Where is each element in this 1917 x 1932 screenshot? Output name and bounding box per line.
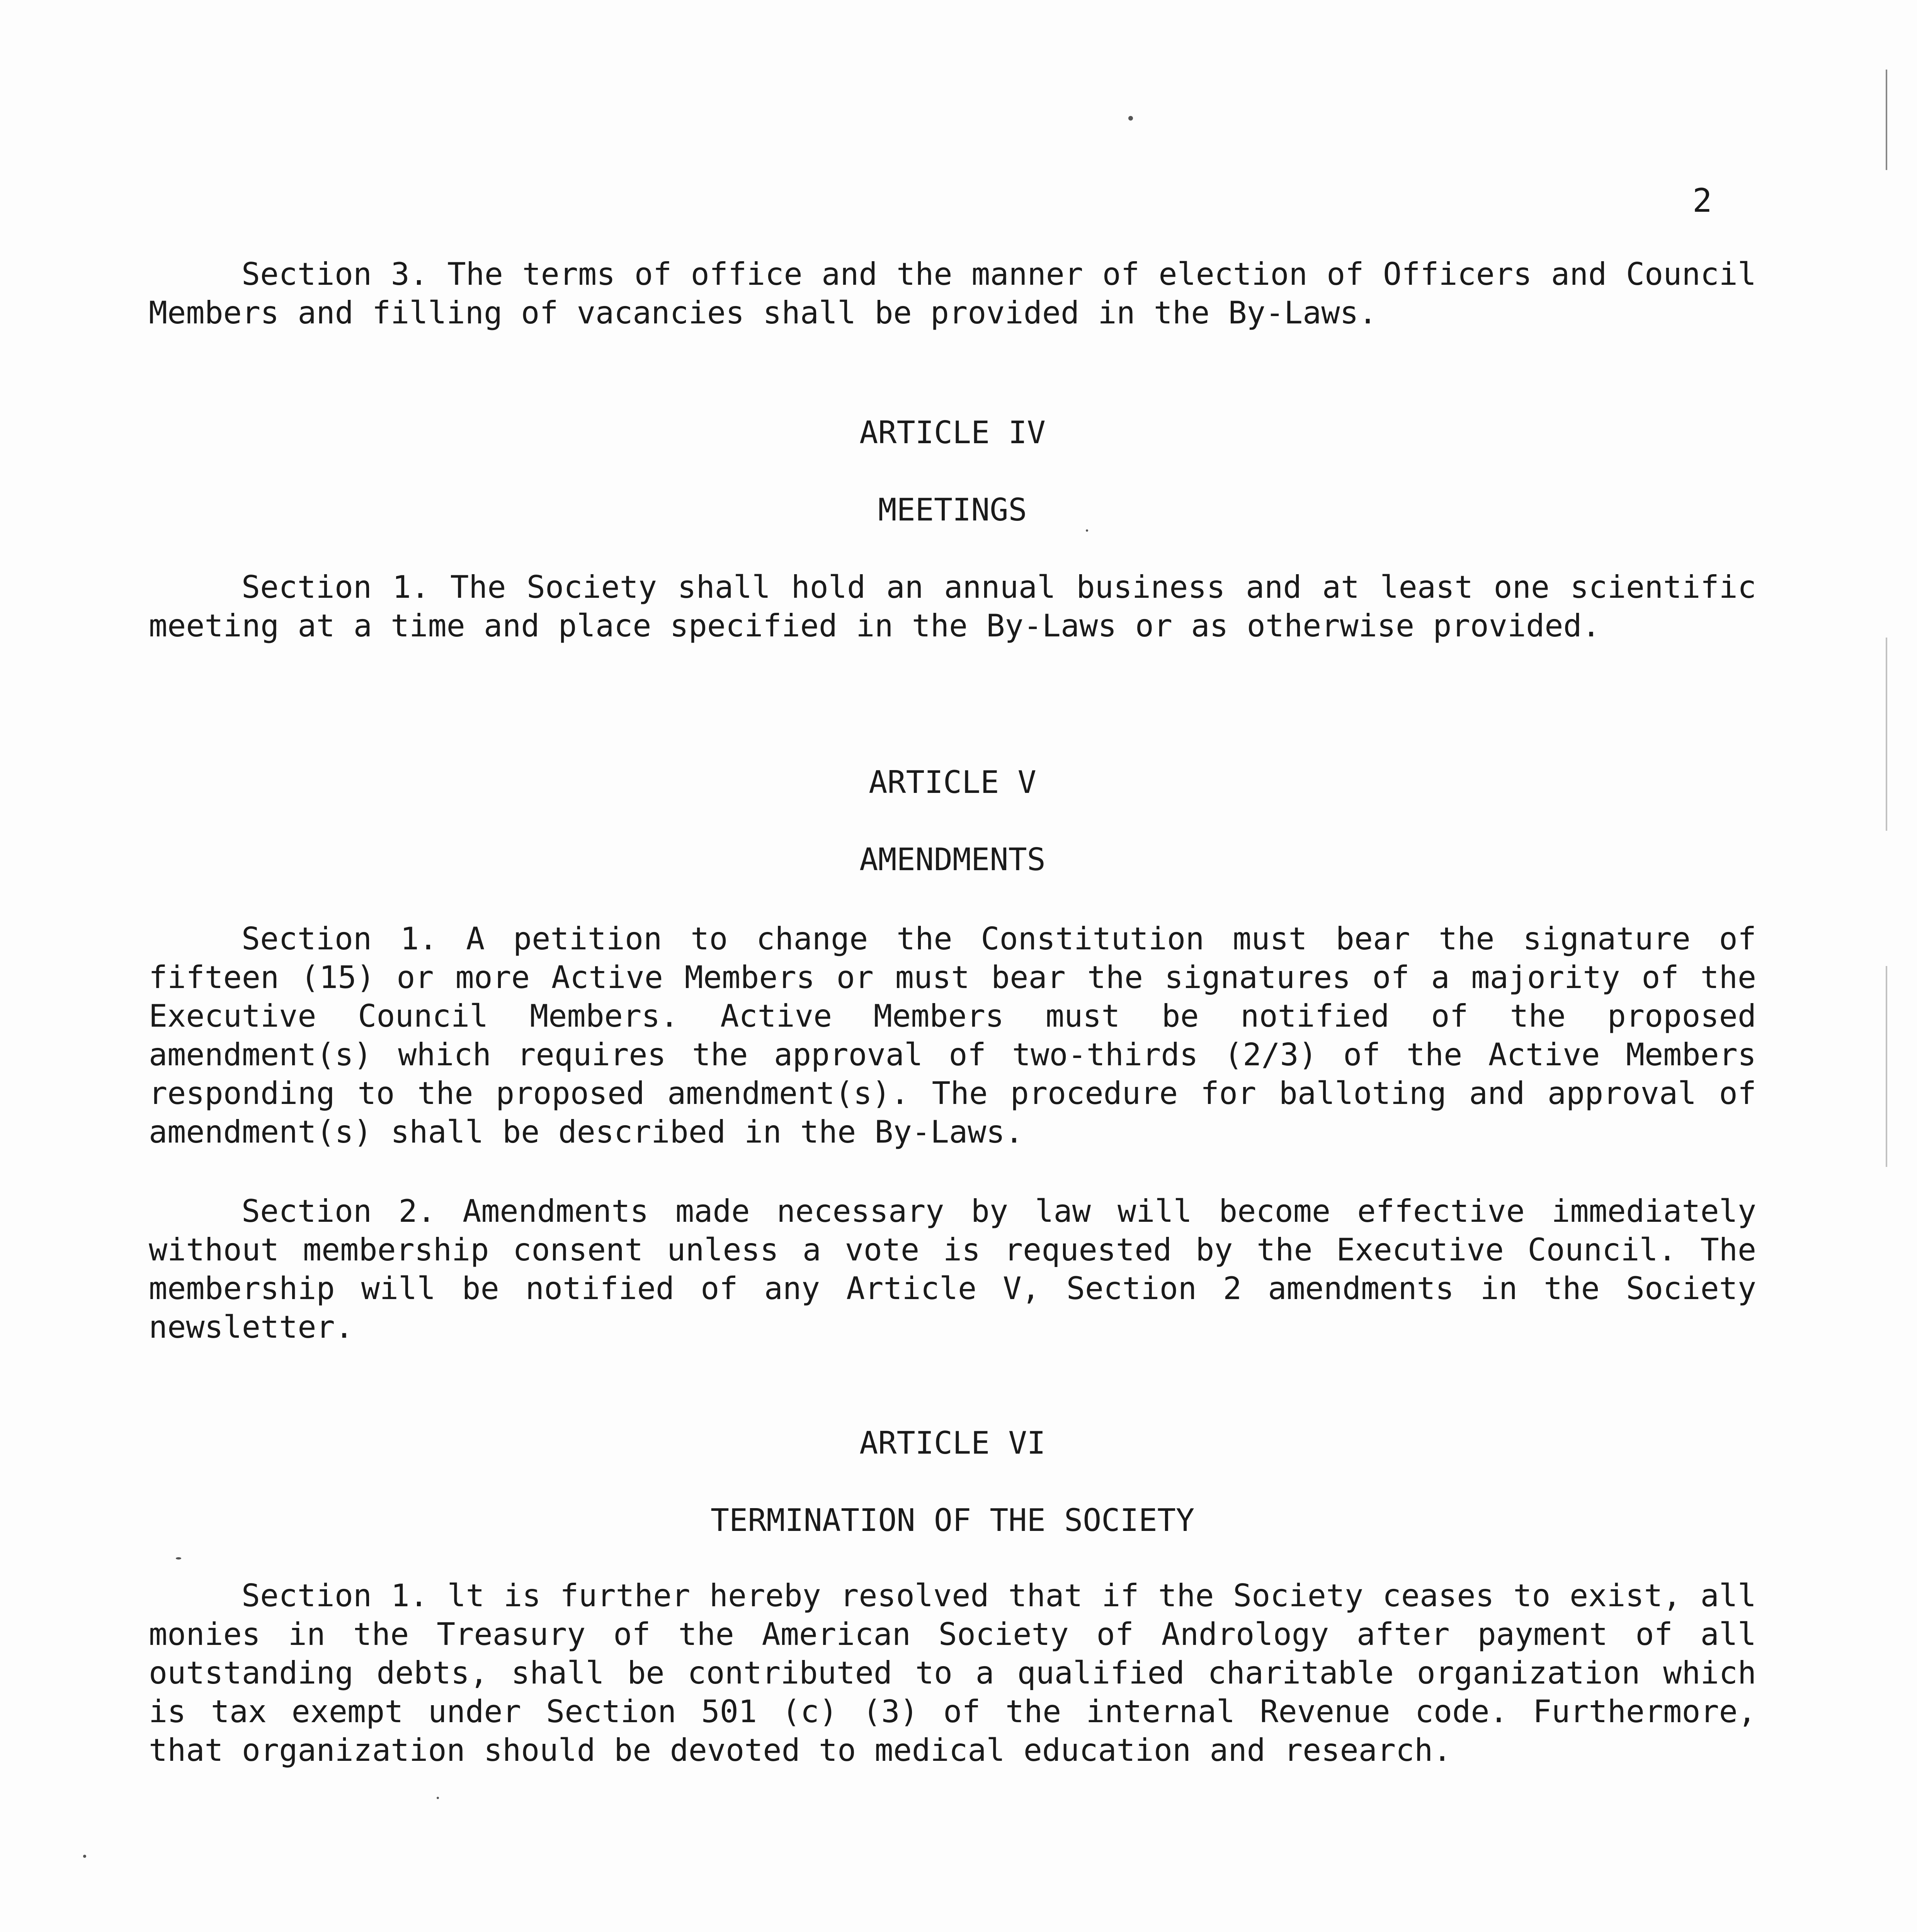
article-4-heading: ARTICLE IV [859, 415, 1046, 451]
article-5-section-2-text: Section 2. Amendments made necessary by law will become effective immediately without membership consent unless a vote is requested by the Executive Council. The membership will be notified of any Article V, Section 2 amendments in the Society newsletter. [149, 1193, 1756, 1345]
article-5-heading: ARTICLE V [869, 764, 1036, 800]
scan-speck [437, 1797, 439, 1799]
article-6-section-1 [149, 1577, 1756, 1770]
article-4-subheading: MEETINGS [878, 492, 1027, 528]
article-4-section-1-text: Section 1. The Society shall hold an annual business and at least one scientific meeting at a time and place specified in the By-Laws or as otherwise provided. [149, 569, 1756, 644]
scan-speck [83, 1855, 86, 1858]
scan-edge-line [1886, 70, 1887, 170]
scan-speck [1128, 116, 1133, 121]
scan-edge-line [1886, 638, 1887, 831]
article-4-section-1 [149, 568, 1756, 645]
article-3-section-3 [149, 255, 1756, 332]
scan-speck [176, 1557, 181, 1560]
article-6-heading: ARTICLE VI [859, 1425, 1046, 1461]
scan-speck [1086, 529, 1088, 532]
article-3-section-3-text: Section 3. The terms of office and the manner of election of Officers and Council Members and filling of vacancies shall be provided in the By-Laws. [149, 256, 1756, 331]
article-5-section-2 [149, 1192, 1756, 1347]
page-number: 2 [1692, 182, 1712, 219]
article-5-subheading: AMENDMENTS [859, 842, 1046, 878]
article-5-section-1 [149, 920, 1756, 1151]
article-5-section-1-text: Section 1. A petition to change the Constitution must bear the signature of fifteen (15) or more Active Members or must bear the signatures of a majority of the Executive Council Members. Active Members must be notified of the proposed amendment(s) which requires the approval of two-thirds (2/3) of the Active Members responding to the proposed amendment(s). The procedure for balloting and approval of amendment(s) shall be described in the By-Laws. [149, 921, 1756, 1150]
article-6-subheading: TERMINATION OF THE SOCIETY [710, 1502, 1195, 1538]
scan-edge-line [1886, 966, 1887, 1167]
article-6-section-1-text: Section 1. lt is further hereby resolved that if the Society ceases to exist, all monies in the Treasury of the American Society of Andrology after payment of all outstanding debts, shall be contributed to a qualified charitable organization which is tax exempt under Section 501 (c) (3) of the internal Revenue code. Furthermore, that organization should be devoted to medical education and research. [149, 1578, 1756, 1768]
